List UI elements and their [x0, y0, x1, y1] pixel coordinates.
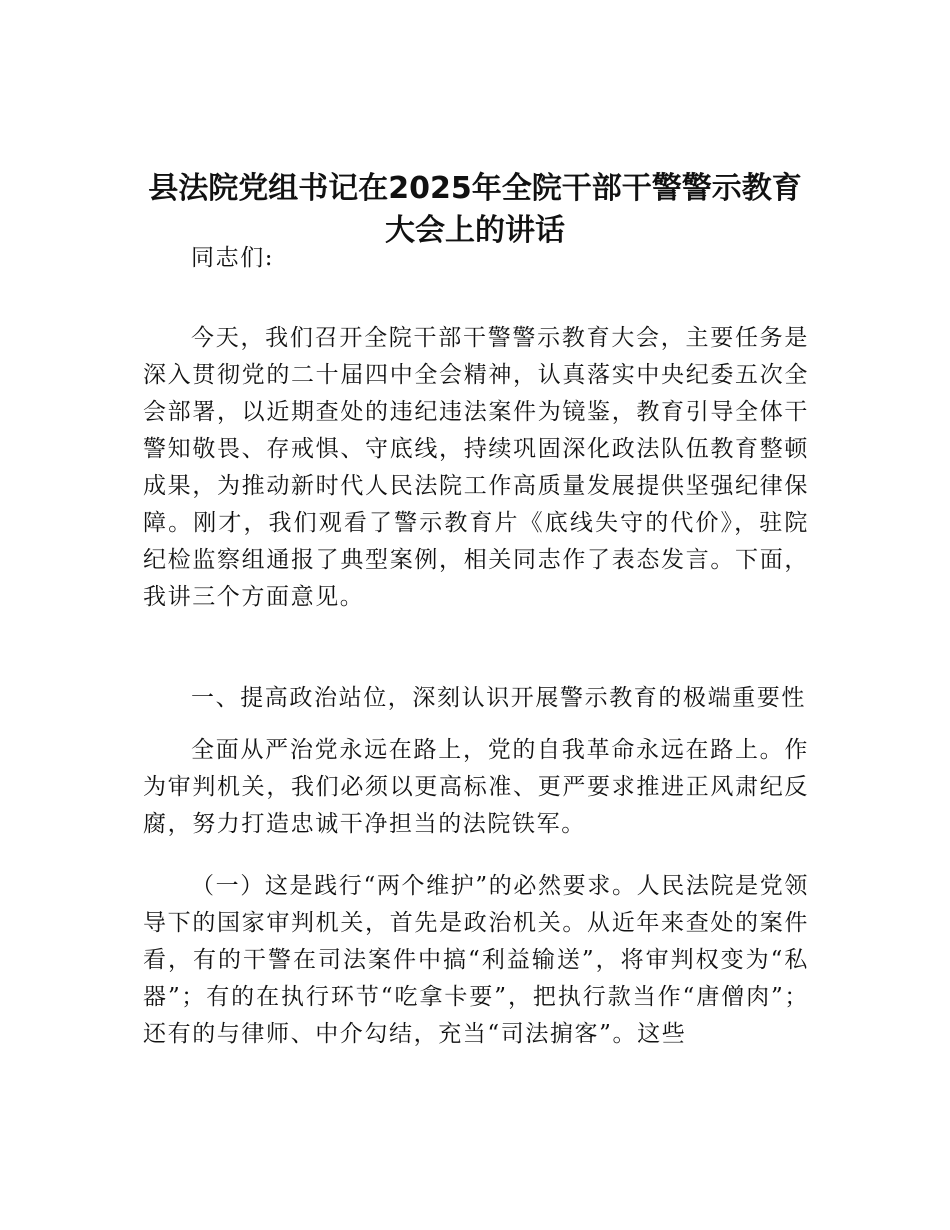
document-title: 县法院党组书记在2025年全院干部干警警示教育大会上的讲话	[148, 171, 802, 248]
salutation: 同志们:	[191, 245, 275, 271]
section-heading-1: 一、提高政治站位，深刻认识开展警示教育的极端重要性	[191, 685, 806, 711]
point-1-paragraph: （一）这是践行“两个维护”的必然要求。人民法院是党领导下的国家审判机关，首先是政治机关。从近年来查处的案件看，有的干警在司法案件中搞“利益输送”，将审判权变为“私器”；有的在执行环节“吃拿卡要”，把执行款当作“唐僧肉”；还有的与律师、中介勾结，充当“司法掮客”。这些	[143, 873, 809, 1047]
intro-paragraph: 今天，我们召开全院干部干警警示教育大会，主要任务是深入贯彻党的二十届四中全会精神，认真落实中央纪委五次全会部署，以近期查处的违纪违法案件为镜鉴，教育引导全体干警知敬畏、存戒惧、守底线，持续巩固深化政法队伍教育整顿成果，为推动新时代人民法院工作高质量发展提供坚强纪律保障。刚才，我们观看了警示教育片《底线失守的代价》，驻院纪检监察组通报了典型案例，相关同志作了表态发言。下面，我讲三个方面意见。	[143, 325, 809, 610]
section-1-lead-paragraph: 全面从严治党永远在路上，党的自我革命永远在路上。作为审判机关，我们必须以更高标准、更严要求推进正风肃纪反腐，努力打造忠诚干净担当的法院铁军。	[143, 737, 809, 837]
